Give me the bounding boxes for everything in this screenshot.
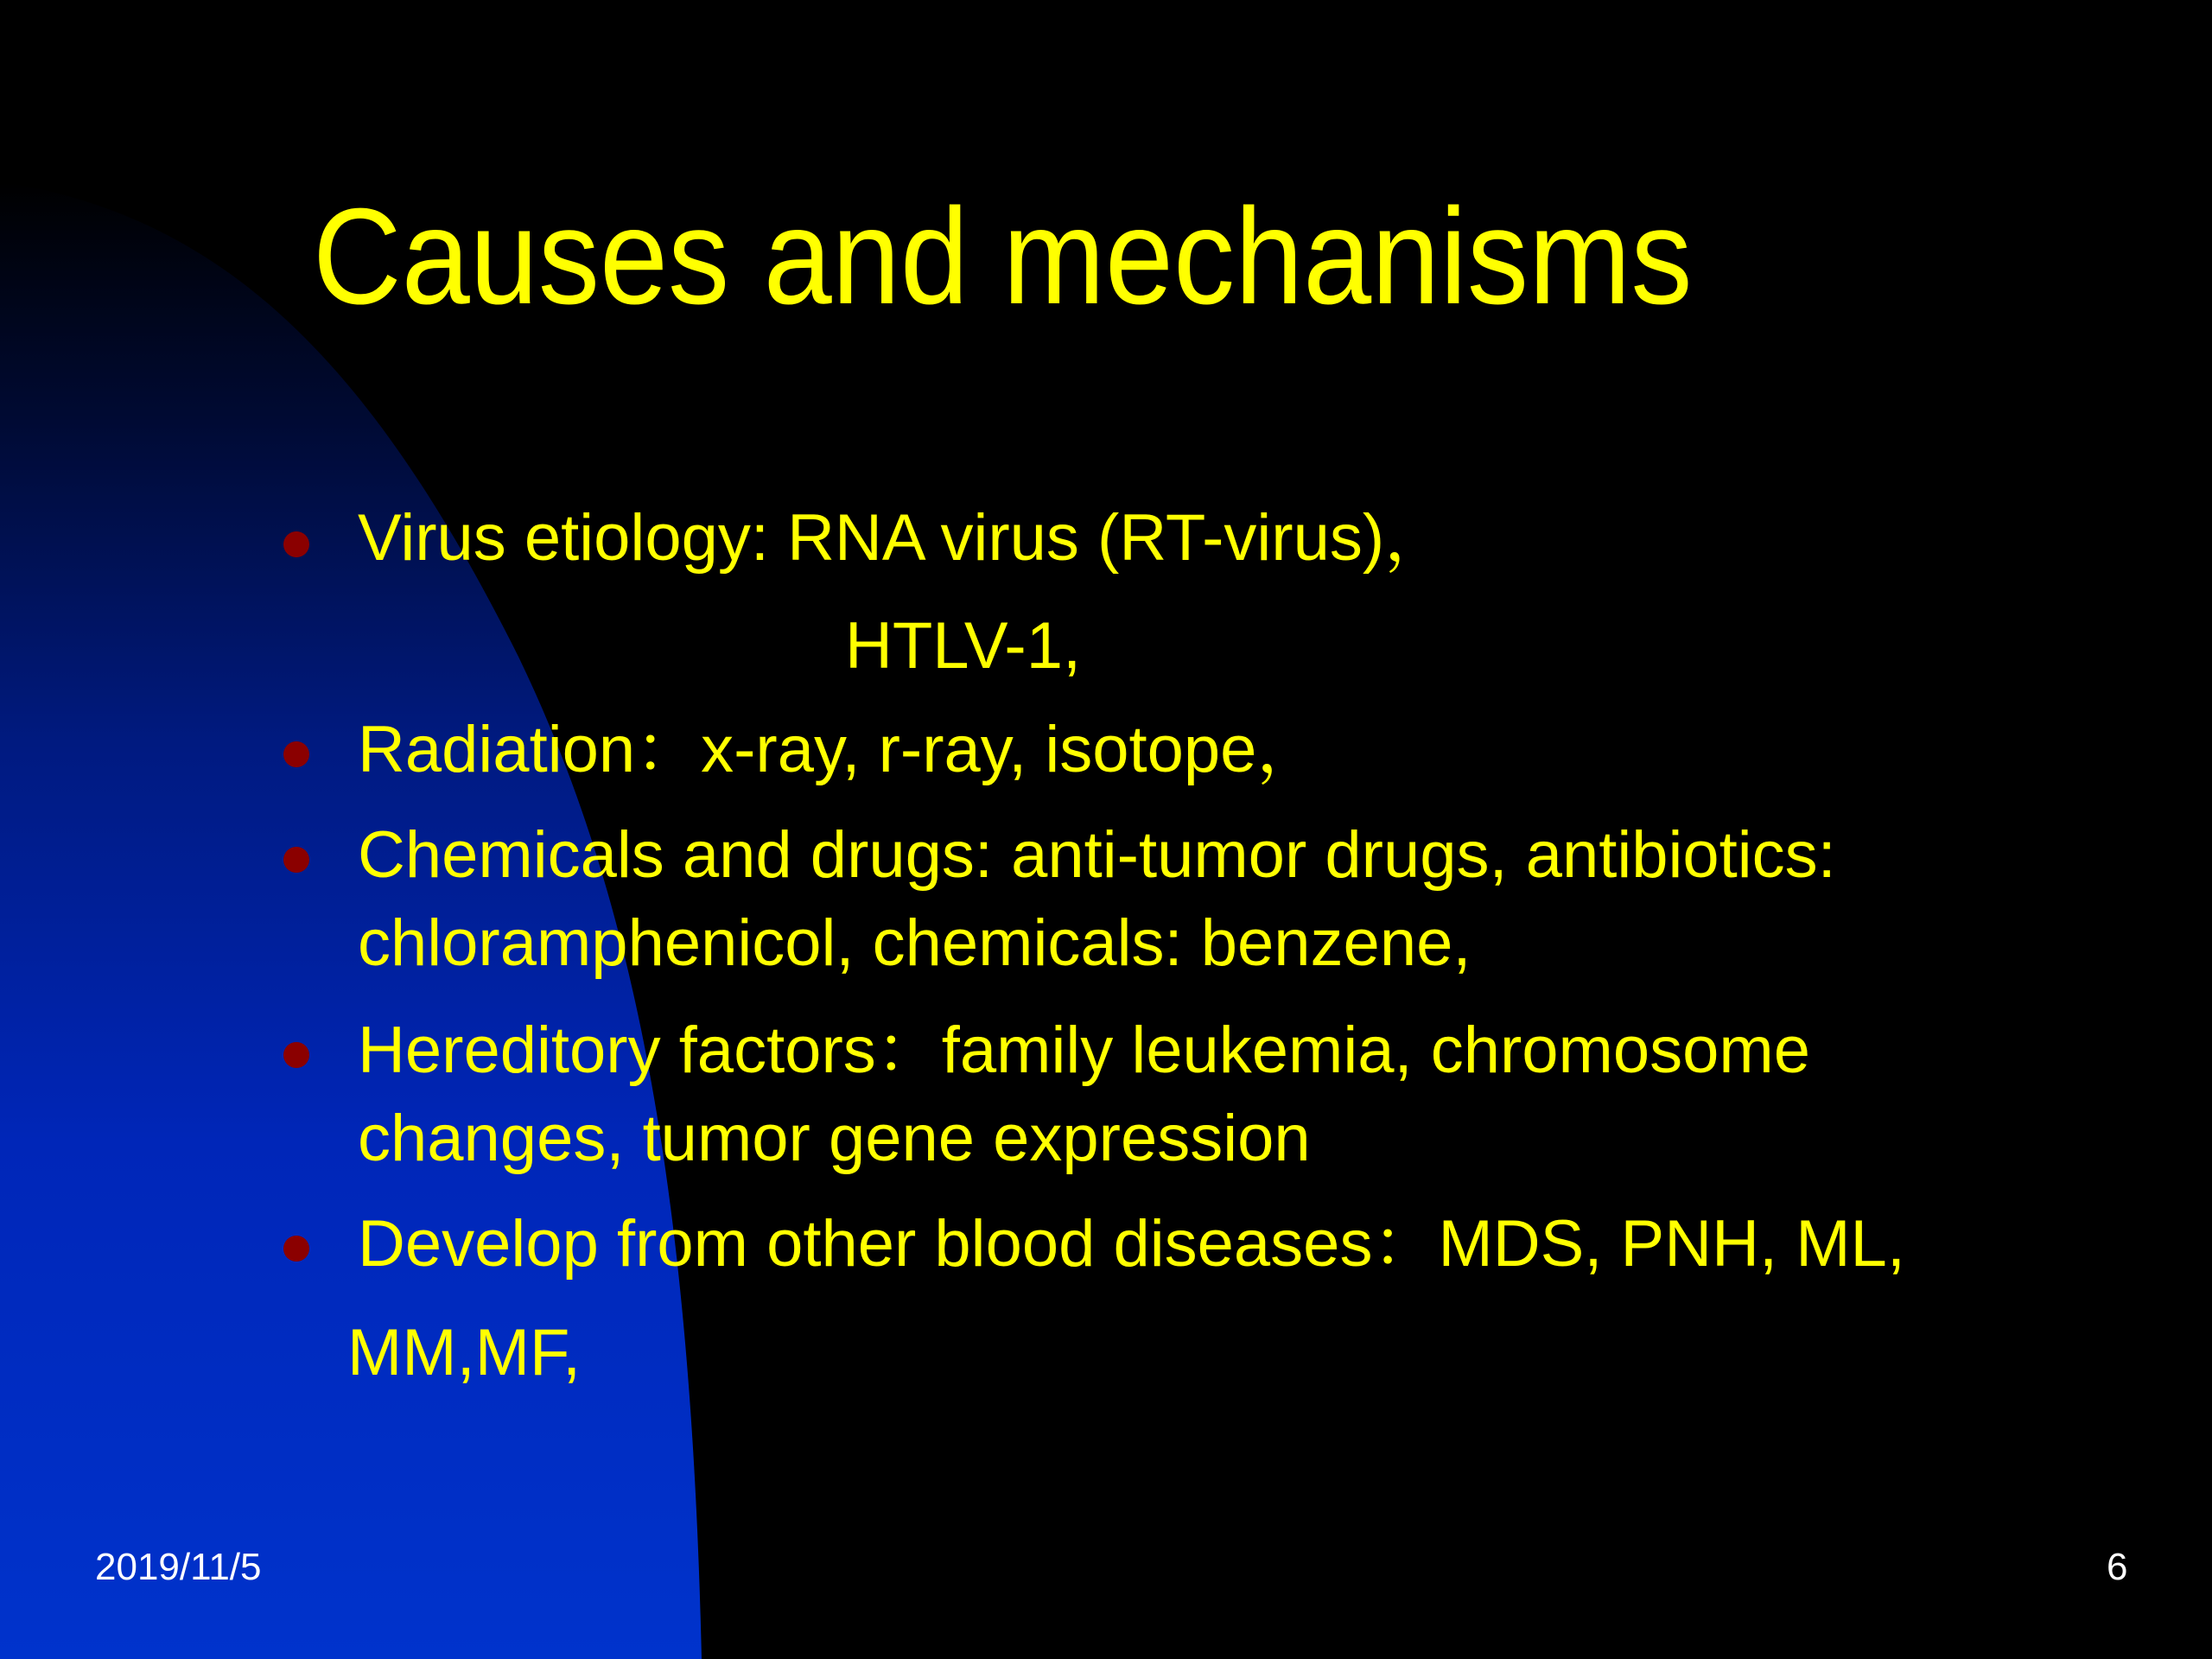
bullet-marker: [283, 741, 309, 767]
bullet-line: Radiation：x-ray, r-ray, isotope，: [358, 713, 1323, 786]
bullet-line: Develop from other blood diseases：MDS, PNH, ML,: [358, 1207, 1905, 1281]
bullet-line: Virus etiology: RNA virus (RT-virus)，: [358, 501, 1451, 575]
footer-date: 2019/11/5: [95, 1546, 262, 1588]
bullet-marker: [283, 1236, 309, 1262]
slide-title: Causes and mechanisms: [313, 181, 1693, 333]
bullet-line: Chemicals and drugs: anti-tumor drugs, antibiotics:: [358, 818, 1836, 892]
bullet-line: Hereditory factors：family leukemia, chromosome: [358, 1014, 1810, 1087]
bullet-line: MM,MF,: [347, 1316, 582, 1389]
bullet-line: HTLV-1,: [845, 609, 1082, 683]
bullet-marker: [283, 531, 309, 557]
bullet-line: chloramphenicol, chemicals: benzene,: [358, 906, 1471, 980]
bullet-marker: [283, 847, 309, 873]
bullet-marker: [283, 1042, 309, 1068]
bullet-line: changes, tumor gene expression: [358, 1102, 1311, 1175]
footer-page-number: 6: [2107, 1546, 2128, 1588]
